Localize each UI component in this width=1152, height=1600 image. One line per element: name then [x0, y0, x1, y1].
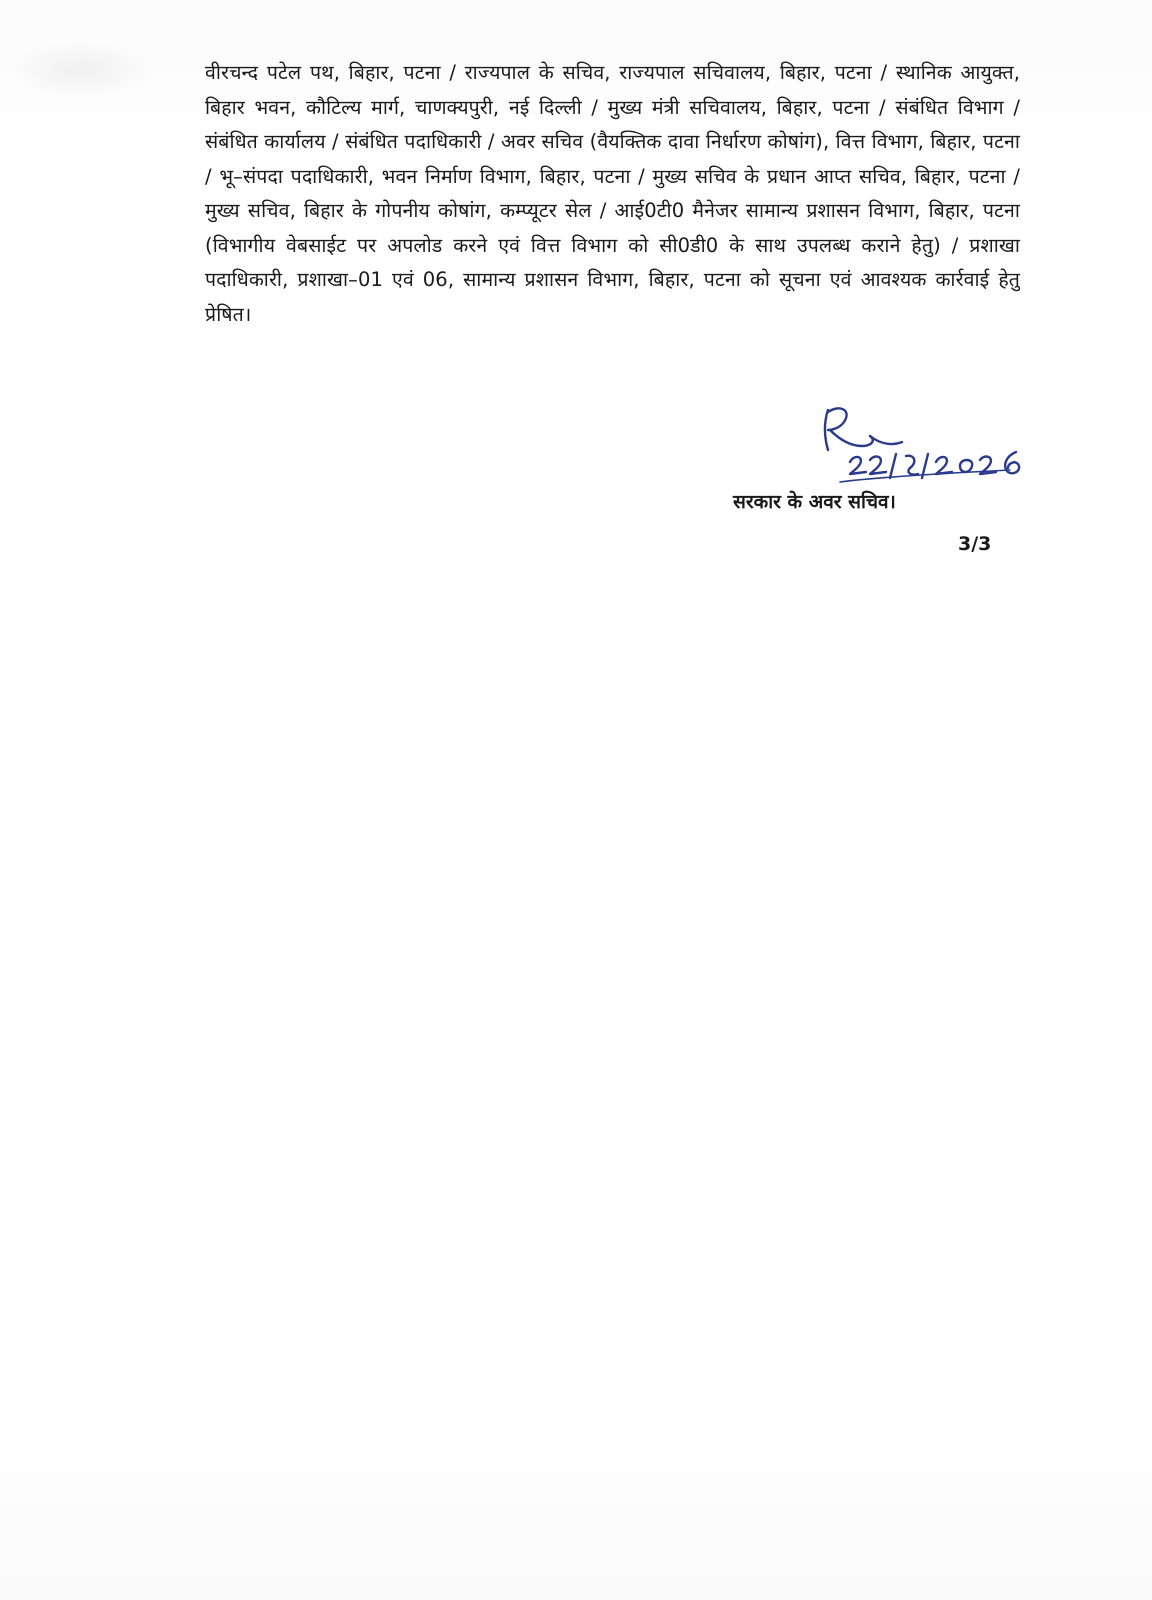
handwritten-signature — [810, 400, 1050, 490]
signatory-designation: सरकार के अवर सचिव। — [733, 491, 896, 513]
page-number: 3/3 — [958, 533, 992, 555]
scan-smudge — [6, 40, 156, 100]
distribution-list-text: वीरचन्द पटेल पथ, बिहार, पटना / राज्यपाल के सचिव, राज्यपाल सचिवालय, बिहार, पटना / स्थानिक आयुक्त, बिहार भवन, कौटिल्य मार्ग, चाणक्यपुरी, नई दिल्ली / मुख्य मंत्री सचिवालय, बिहार, पटना / संबंधित विभाग / संबंधित कार्यालय / संबंधित पदाधिकारी / अवर सचिव (वैयक्तिक दावा निर्धारण कोषांग), वित्त विभाग, बिहार, पटना / भू–संपदा पदाधिकारी, भवन निर्माण विभाग, बिहार, पटना / मुख्य सचिव के प्रधान आप्त सचिव, बिहार, पटना / मुख्य सचिव, बिहार के गोपनीय कोषांग, कम्प्यूटर सेल / आई0टी0 मैनेजर सामान्य प्रशासन विभाग, बिहार, पटना (विभागीय वेबसाईट पर अपलोड करने एवं वित्त विभाग को सी0डी0 के साथ उपलब्ध कराने हेतु) / प्रशाखा पदाधिकारी, प्रशाखा–01 एवं 06, सामान्य प्रशासन विभाग, बिहार, पटना को सूचना एवं आवश्यक कार्रवाई हेतु प्रेषित। — [205, 61, 1020, 326]
